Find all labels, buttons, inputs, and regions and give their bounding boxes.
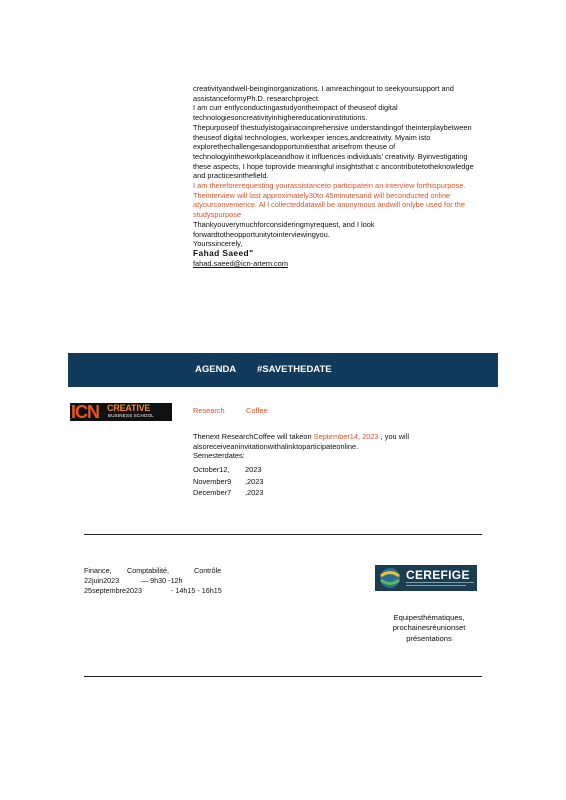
event-announcement-continued: , you will alsoreceiveaninvitationwithalinktoparticipateonline. <box>193 432 409 451</box>
banner-agenda-label: AGENDA <box>195 364 237 375</box>
letter-paragraph-thanks: Thankyouverymuchforconsideringmyrequest, and I look forwardtotheopportunitytointerviewingyou. <box>193 219 375 239</box>
cerefige-logo-mark-icon <box>375 565 405 591</box>
icn-logo-word: CREATIVE <box>107 403 151 413</box>
icn-logo-subtitle: BUSINESS SCHOOL <box>108 413 155 418</box>
finance-header-row <box>84 566 284 576</box>
cerefige-caption <box>374 613 484 644</box>
finance-header-comptabilite: Comptabilité, <box>127 566 169 575</box>
cerefige-caption-line: prochainesréunionset <box>392 623 466 633</box>
email-link[interactable]: fahad.saeed@icn-artem.com <box>193 258 289 268</box>
cerefige-logo-word: CEREFIGE <box>406 568 470 582</box>
semester-date-year: ,2023 <box>245 488 264 497</box>
letter-paragraph-request: I am thereforerequesting yourassistanceto participatein an interview forthispurpose. Theinterview will last approximately30to 45minutesand will beconducted online atyourconvenience. Al l collecteddatawill be anonymous andwill onlybe used for the studyspurpose <box>193 181 466 220</box>
semester-date-year: ,2023 <box>245 476 264 486</box>
section-divider <box>84 676 482 677</box>
cerefige-logo <box>375 565 477 591</box>
finance-header-controle: Contrôle <box>194 566 222 575</box>
event-description <box>193 432 475 461</box>
semester-dates-label: Semesterdates: <box>193 451 245 461</box>
event-date: September14, 2023 <box>313 432 379 441</box>
event-label-research: Research <box>193 406 225 415</box>
finance-session-time: — 9h30 -12h <box>141 576 183 585</box>
cerefige-logo-tagline-line <box>406 585 466 586</box>
icn-logo-mark: ICN <box>71 402 99 422</box>
semester-date-month: November9 <box>193 476 232 486</box>
semester-date-year: 2023 <box>245 465 262 474</box>
event-announcement <box>193 432 475 451</box>
finance-session-time: - 14h15 - 16h15 <box>171 586 222 595</box>
finance-section <box>84 566 284 596</box>
semester-date-month: October12, <box>193 465 230 474</box>
banner-hashtag: #SAVETHEDATE <box>257 364 332 375</box>
finance-session-date: 22juin2023 <box>84 576 120 585</box>
agenda-banner <box>68 353 498 387</box>
semester-date-month: December7 <box>193 488 232 497</box>
finance-session-row <box>84 576 284 586</box>
letter-body <box>193 84 475 268</box>
cerefige-logo-tagline-line <box>406 582 474 583</box>
letter-paragraph-intro: creativityandwell-beinginorganizations. I amreachingout to seekyoursupport and assistanceformyPh.D. researchproject. <box>193 84 454 103</box>
letter-closing: Yourssincerely, <box>193 239 243 249</box>
letter-paragraph-study: I am curr entlyconductingastudyontheimpact of theuseof digital technologiesoncreativityinhighereducationinstitutions. <box>193 103 398 123</box>
signature-name: Fahad Saeed" <box>193 247 254 258</box>
event-announcement-text: Thenext ResearchCoffee will takeon <box>193 432 312 441</box>
finance-session-date: 25septembre2023 <box>84 586 142 595</box>
section-divider <box>84 534 482 535</box>
finance-header-finance: Finance, <box>84 566 112 575</box>
icn-creative-logo <box>70 403 172 421</box>
finance-session-row <box>84 586 284 596</box>
cerefige-caption-line: présentations <box>406 633 452 643</box>
cerefige-caption-line: Equipesthématiques, <box>393 613 465 622</box>
letter-paragraph-purpose: Thepurposeof thestudyistogainacomprehensive understandingof theinterplaybetween theuseof digital technologies, workexper iences,andcreativity. Myaim isto explorethechallengesandopportunitiesthat arisefrom theuse of technologyintheworkplaceandhow it influences individuals' creativity. Byinvestigating these aspects, I hope toprovide meaningful insightsthat c ancontributetotheknowledge and practicesinthefield. <box>193 122 474 181</box>
event-label-coffee: Coffee <box>246 406 268 415</box>
